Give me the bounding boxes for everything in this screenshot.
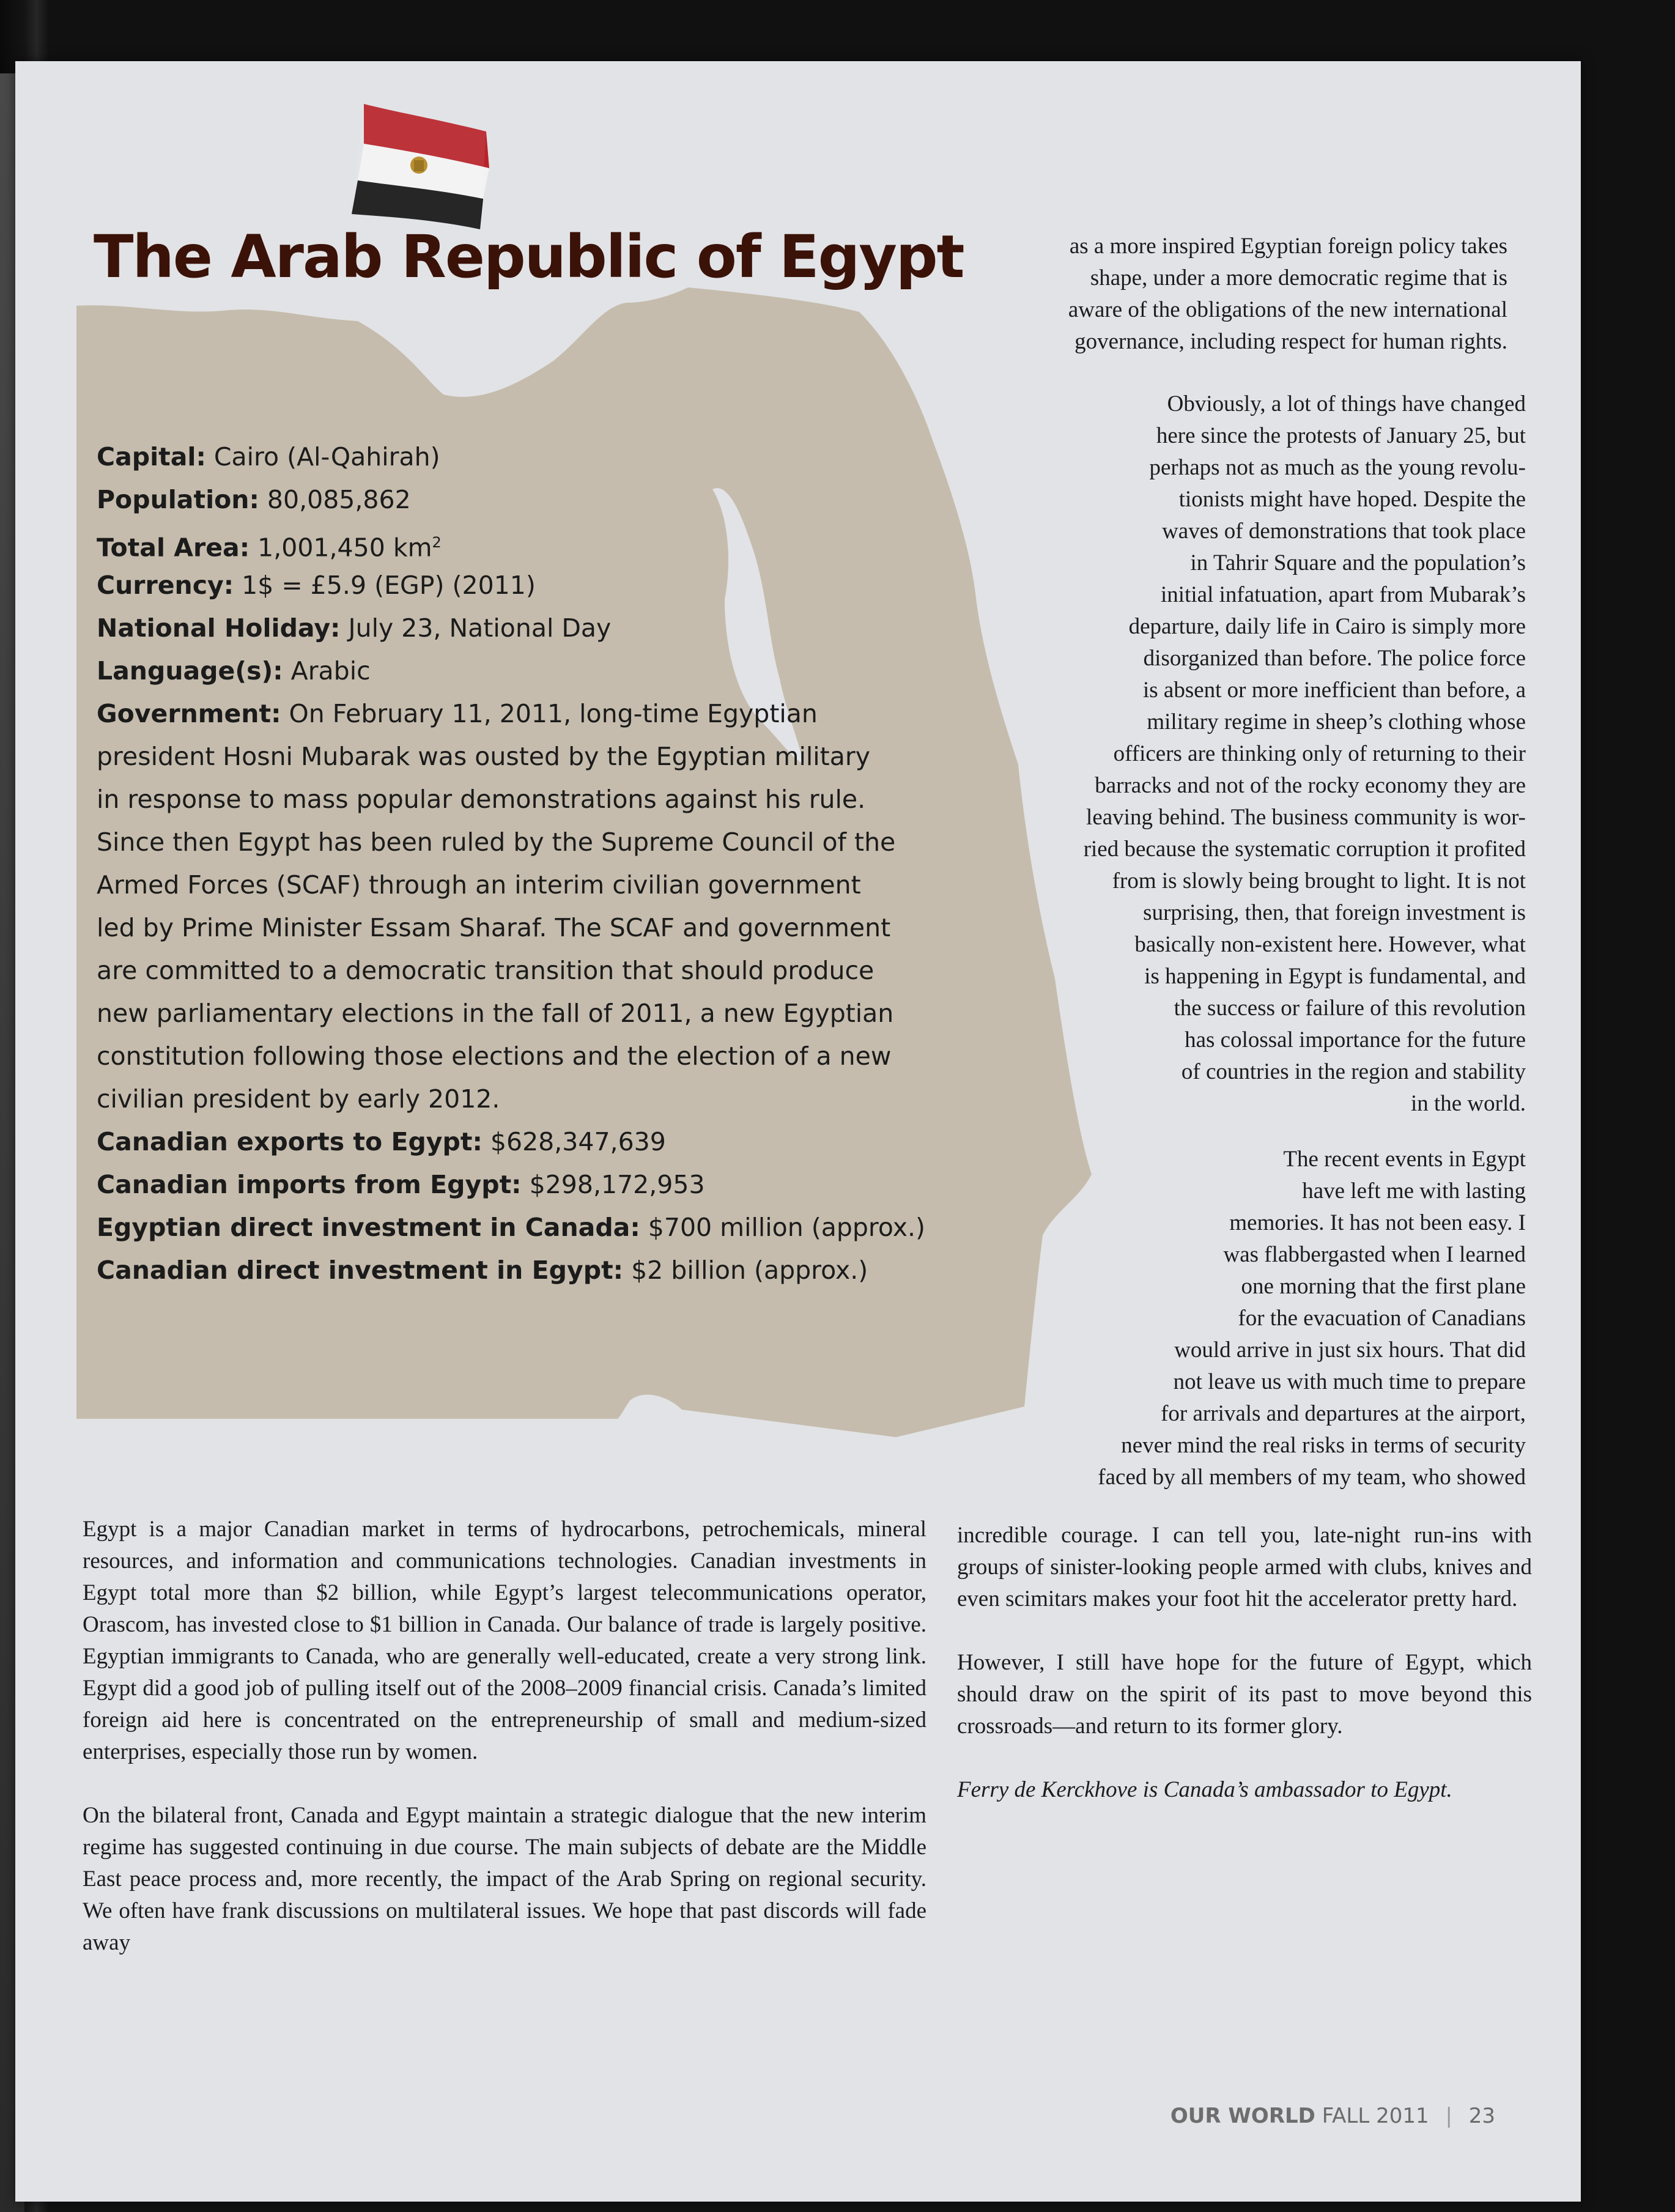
author-signature: Ferry de Kerckhove is Canada’s ambassador to Egypt. — [957, 1777, 1452, 1802]
fact-egyptian-investment: Egyptian direct investment in Canada: $700 million (approx.) — [97, 1213, 925, 1242]
magazine-name: OUR WORLD — [1170, 2104, 1315, 2128]
country-fact-sheet — [97, 435, 925, 1292]
right-column-lower — [957, 1520, 1532, 1806]
magazine-page — [15, 61, 1581, 2202]
paragraph-market: Egypt is a major Canadian market in terms of hydrocarbons, petrochemicals, mineral resources, and information and communications technologies. Canadian investments in Egypt total more than $2 billion, while Egypt’s largest telecommunications operator, Orascom, has invested close to $1 billion in Canada. Our balance of trade is largely positive. Egyptian immigrants to Canada, who are generally well-educated, create a very strong link. Egypt did a good job of pulling itself out of the 2008–2009 financial crisis. Canada’s limited foreign aid here is concentrated on the entrepreneurship of small and medium-sized enterprises, especially those run by women. — [83, 1517, 926, 1764]
fact-currency: Currency: 1$ = £5.9 (EGP) (2011) — [97, 571, 536, 600]
footer-separator: | — [1445, 2104, 1452, 2128]
left-column-lower — [83, 1514, 926, 1959]
page-footer — [1170, 2104, 1495, 2128]
fact-canadian-imports: Canadian imports from Egypt: $298,172,953 — [97, 1170, 705, 1199]
paragraph-recent-events: The recent events in Egypt have left me with lasting memories. It has not been easy. I was flabbergasted when I learned one morning that the first plane for the evacuation of Canadians would arrive in just six hours. That did not leave us with much time to prepare for arrivals and departures at the airport, never mind the real risks in terms of security faced by all members of my team, who showed — [1098, 1147, 1526, 1490]
fact-capital: Capital: Cairo (Al-Qahirah) — [97, 442, 440, 472]
fact-canadian-investment: Canadian direct investment in Egypt: $2 billion (approx.) — [97, 1256, 868, 1285]
paragraph-hope: However, I still have hope for the future of Egypt, which should draw on the spirit of its past to move beyond this crossroads—and return to its former glory. — [957, 1650, 1532, 1739]
paragraph-recent-events-end: incredible courage. I can tell you, late-night run-ins with groups of sinister-looking people armed with clubs, knives and even scimitars makes your foot hit the accelerator pretty hard. — [957, 1523, 1532, 1611]
fact-total-area: Total Area: 1,001,450 $km^2$ — [97, 533, 442, 563]
issue-label: FALL 2011 — [1322, 2104, 1429, 2128]
paragraph-obviously: Obviously, a lot of things have changed here since the protests of January 25, but perhaps not as much as the young revolu- tionists might have hoped. Despite the waves of demonstrations that took place in Tahrir Square and the population’s initial infatuation, apart from Mubarak’s departure, daily life in Cairo is simply more disorganized than before. The police force is absent or more inefficient than before, a military regime in sheep’s clothing whose officers are thinking only of returning to their barracks and not of the rocky economy they are leaving behind. The business community is wor- ried because the systematic corruption it profited from is slowly being brought to light. It is not surprising, then, that foreign investment is basically non-existent here. However, what is happening in Egypt is fundamental, and the success or failure of this revolution has colossal importance for the future of countries in the region and stability in the world. — [1083, 391, 1526, 1116]
page-title: The Arab Republic of Egypt — [94, 223, 964, 291]
fact-national-holiday: National Holiday: July 23, National Day — [97, 613, 612, 643]
fact-government: Government: On February 11, 2011, long-time Egyptian president Hosni Mubarak was ousted by the Egyptian military in response to mass popular demonstrations against his rule. Since then Egypt has been ruled by the Supreme Council of the Armed Forces (SCAF) through an interim civilian government led by Prime Minister Essam Sharaf. The SCAF and government are committed to a democratic transition that should produce new parliamentary elections in the fall of 2011, a new Egyptian constitution following those elections and the election of a new civilian president by early 2012. — [97, 699, 896, 1114]
page-number: 23 — [1468, 2104, 1495, 2128]
egypt-flag-icon — [346, 101, 508, 235]
fact-languages: Language(s): Arabic — [97, 656, 371, 686]
fact-canadian-exports: Canadian exports to Egypt: $628,347,639 — [97, 1127, 666, 1156]
article-continuation: as a more inspired Egyptian foreign policy takes shape, under a more democratic regime that is aware of the obligations of the new international governance, including respect for human rights. — [1068, 234, 1507, 354]
paragraph-bilateral: On the bilateral front, Canada and Egypt maintain a strategic dialogue that the new interim regime has suggested continuing in due course. The main subjects of debate are the Middle East peace process and, more recently, the impact of the Arab Spring on regional security. We often have frank discussions on multilateral issues. We hope that past discords will fade away — [83, 1803, 926, 1955]
fact-population: Population: 80,085,862 — [97, 485, 411, 514]
